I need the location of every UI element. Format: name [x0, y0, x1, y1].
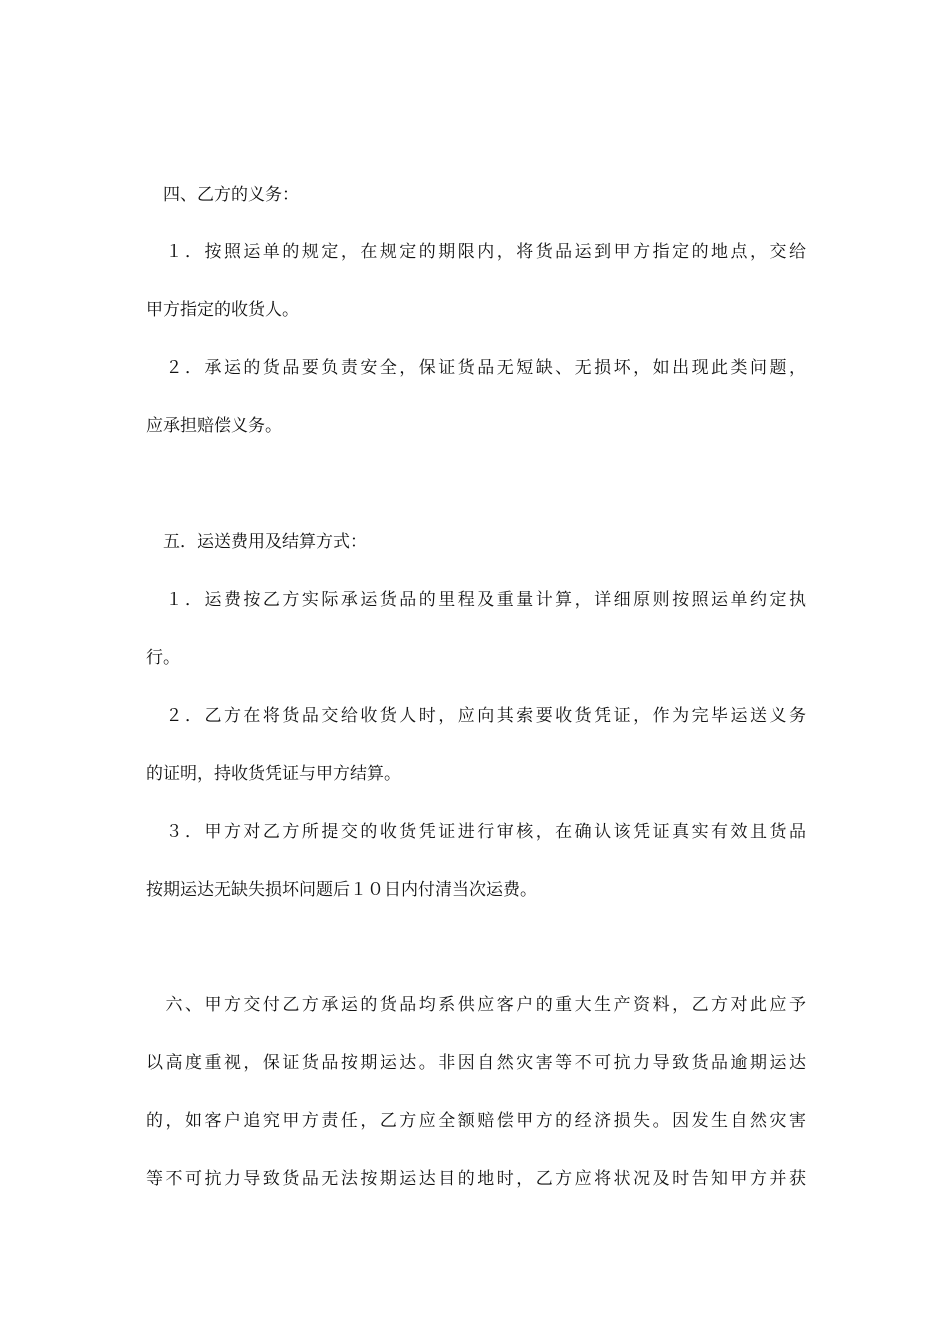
- paragraph-line: １．运费按乙方实际承运货品的里程及重量计算，详细原则按照运单约定执: [146, 590, 806, 610]
- section-heading-4: 四、乙方的义务：: [146, 185, 299, 205]
- section-heading-5: 五．运送费用及结算方式：: [146, 532, 367, 552]
- paragraph-line: 按期运达无缺失损坏问题后１０日内付清当次运费。: [146, 880, 537, 900]
- paragraph-line: １．按照运单的规定，在规定的期限内，将货品运到甲方指定的地点，交给: [146, 242, 806, 262]
- paragraph-line: 甲方指定的收货人。: [146, 300, 299, 320]
- paragraph-line: 等不可抗力导致货品无法按期运达目的地时，乙方应将状况及时告知甲方并获: [146, 1169, 806, 1189]
- paragraph-line: 的证明，持收货凭证与甲方结算。: [146, 764, 401, 784]
- paragraph-line: ３．甲方对乙方所提交的收货凭证进行审核，在确认该凭证真实有效且货品: [146, 822, 806, 842]
- paragraph-line: ２．乙方在将货品交给收货人时，应向其索要收货凭证，作为完毕运送义务: [146, 706, 806, 726]
- paragraph-line: 应承担赔偿义务。: [146, 416, 282, 436]
- section-paragraph-6: 六、甲方交付乙方承运的货品均系供应客户的重大生产资料，乙方对此应予: [146, 995, 806, 1015]
- paragraph-line: 以高度重视，保证货品按期运达。非因自然灾害等不可抗力导致货品逾期运达: [146, 1053, 806, 1073]
- paragraph-line: ２．承运的货品要负责安全，保证货品无短缺、无损坏，如出现此类问题，: [146, 358, 806, 378]
- paragraph-line: 行。: [146, 648, 180, 668]
- paragraph-line: 的，如客户追究甲方责任，乙方应全额赔偿甲方的经济损失。因发生自然灾害: [146, 1111, 806, 1131]
